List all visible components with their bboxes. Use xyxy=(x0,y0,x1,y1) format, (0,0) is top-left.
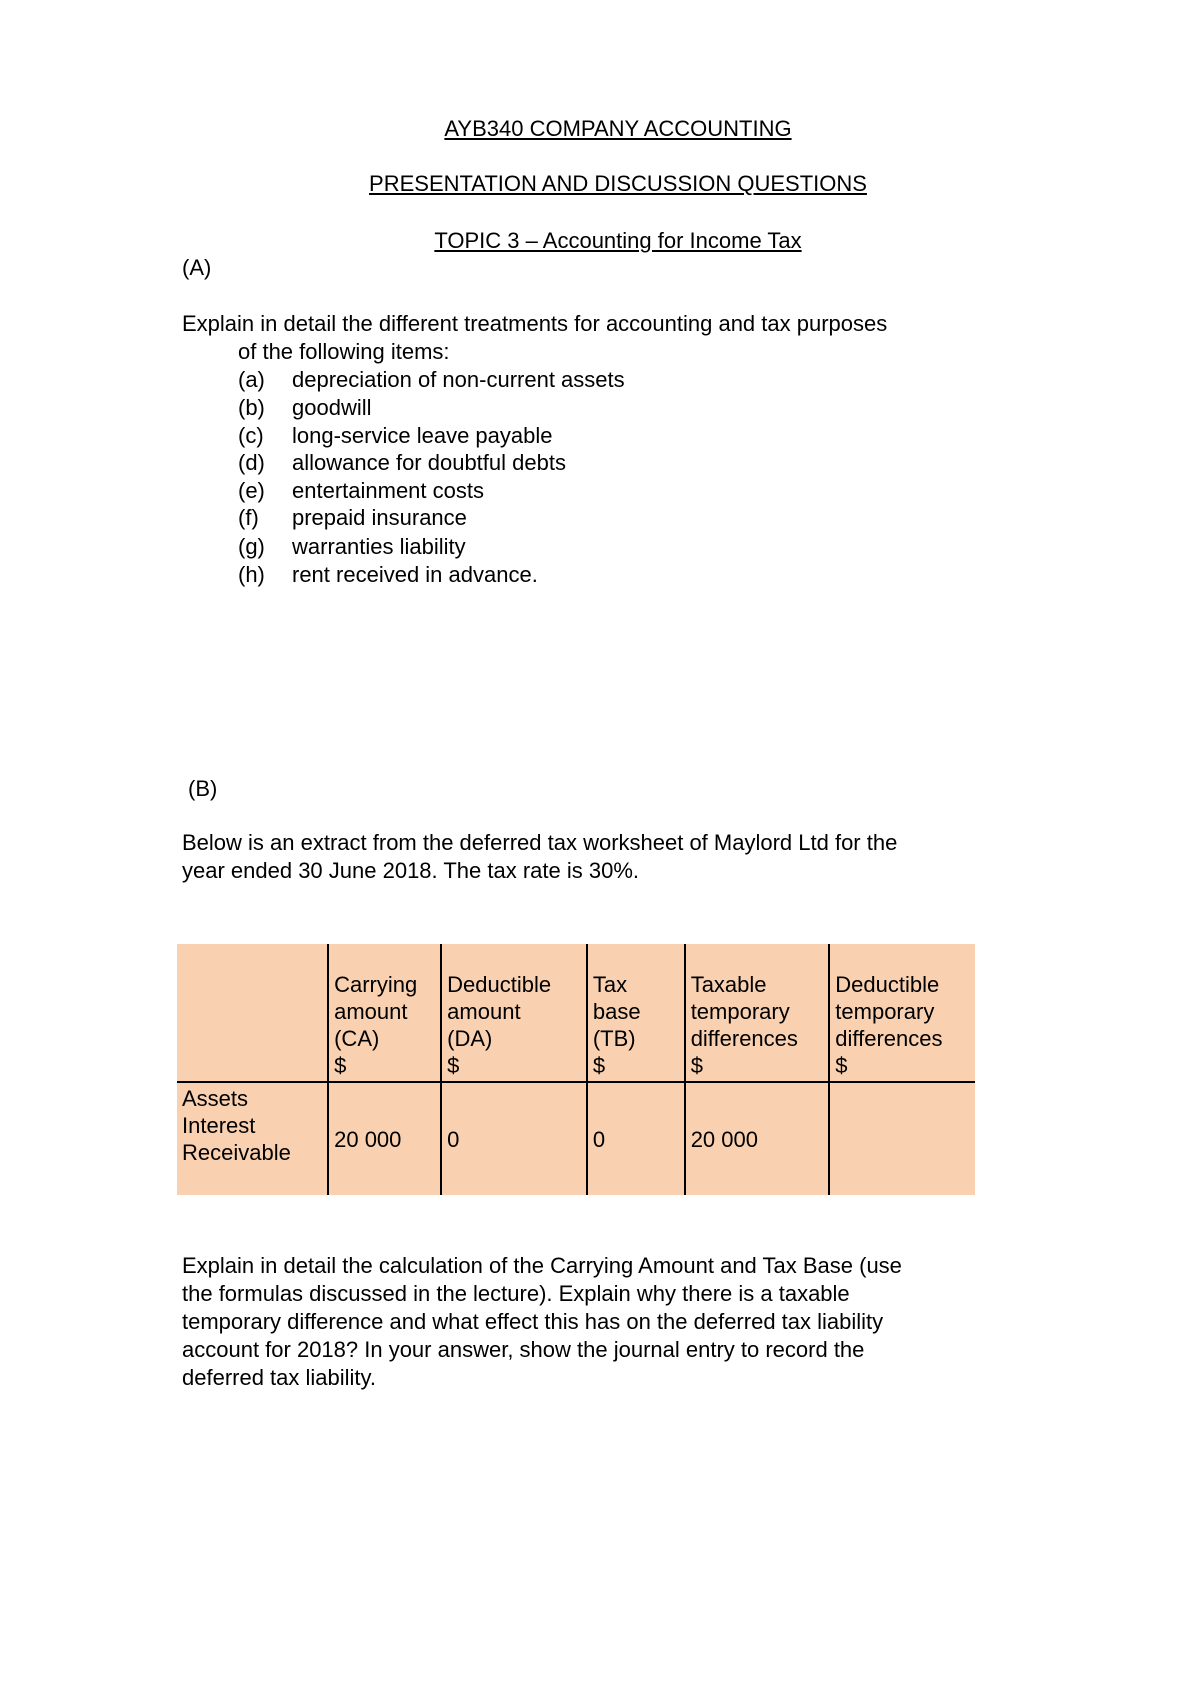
question-line: the formulas discussed in the lecture). Explain why there is a taxable xyxy=(182,1281,850,1306)
taxable-temporary-difference-value: 20 000 xyxy=(685,1082,830,1195)
list-item: entertainment costs xyxy=(292,478,484,503)
list-item: prepaid insurance xyxy=(292,505,467,530)
tax-base-value: 0 xyxy=(587,1082,685,1195)
item-letter: (a) xyxy=(238,367,265,392)
part-a-label: (A) xyxy=(182,255,212,280)
part-a-intro-line2: of the following items: xyxy=(238,339,450,364)
list-item: allowance for doubtful debts xyxy=(292,450,566,475)
table-header-row xyxy=(177,944,975,1082)
list-item: depreciation of non-current assets xyxy=(292,367,625,392)
part-b-intro-line2: year ended 30 June 2018. The tax rate is 30%. xyxy=(182,858,640,883)
topic-title: TOPIC 3 – Accounting for Income Tax xyxy=(434,228,802,253)
deductible-amount-value: 0 xyxy=(441,1082,587,1195)
question-line: temporary difference and what effect this has on the deferred tax liability xyxy=(182,1309,884,1334)
item-letter: (c) xyxy=(238,423,264,448)
course-title: AYB340 COMPANY ACCOUNTING xyxy=(444,116,792,141)
part-b-intro-line1: Below is an extract from the deferred tax worksheet of Maylord Ltd for the xyxy=(182,830,898,855)
header-deductible-amount: Deductible amount (DA) $ xyxy=(441,944,587,1082)
header-carrying-amount: Carrying amount (CA) $ xyxy=(328,944,441,1082)
item-letter: (h) xyxy=(238,562,265,587)
header-deductible-temporary-differences: Deductible temporary differences $ xyxy=(829,944,975,1082)
list-item: goodwill xyxy=(292,395,372,420)
document-subtitle: PRESENTATION AND DISCUSSION QUESTIONS xyxy=(369,171,867,196)
list-item: warranties liability xyxy=(292,534,466,559)
question-line: account for 2018? In your answer, show the journal entry to record the xyxy=(182,1337,865,1362)
header-tax-base: Tax base (TB) $ xyxy=(587,944,685,1082)
item-letter: (f) xyxy=(238,505,259,530)
part-a-intro-line1: Explain in detail the different treatments for accounting and tax purposes xyxy=(182,311,888,336)
question-line: Explain in detail the calculation of the Carrying Amount and Tax Base (use xyxy=(182,1253,902,1278)
question-line: deferred tax liability. xyxy=(182,1365,377,1390)
carrying-amount-value: 20 000 xyxy=(328,1082,441,1195)
table-row xyxy=(177,1082,975,1195)
item-letter: (b) xyxy=(238,395,265,420)
list-item: long-service leave payable xyxy=(292,423,553,448)
deferred-tax-worksheet-table xyxy=(177,944,975,1195)
item-letter: (d) xyxy=(238,450,265,475)
item-letter: (g) xyxy=(238,534,265,559)
header-taxable-temporary-differences: Taxable temporary differences $ xyxy=(685,944,830,1082)
deductible-temporary-difference-value xyxy=(829,1082,975,1195)
item-letter: (e) xyxy=(238,478,265,503)
list-item: rent received in advance. xyxy=(292,562,538,587)
row-label-cell: Assets Interest Receivable xyxy=(182,1086,291,1165)
part-b-label: (B) xyxy=(188,776,218,801)
header-blank-cell xyxy=(177,944,328,1082)
